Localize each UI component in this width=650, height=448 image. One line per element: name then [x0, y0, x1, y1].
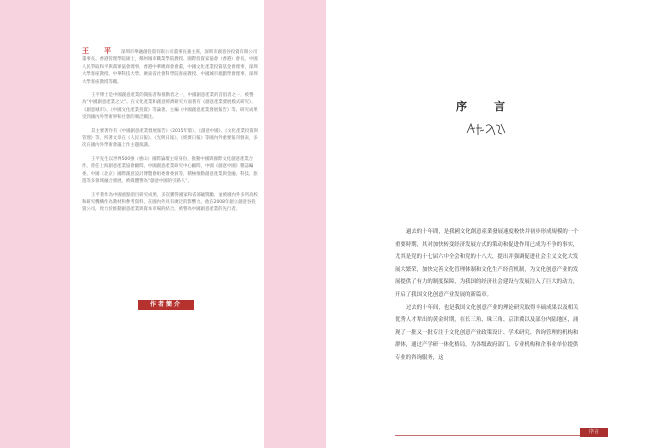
bio-paragraph-3: 其主要著作有《中國創意產業發展報告》（2015年版）、《創意中國》、《文化產業投資與管理》等，所著文章在《人民日報》、《光明日報》、《經濟日報》等國內外重要報刊發表，多次在國內外學術會議上作主題演講。 [82, 128, 259, 149]
bio-paragraph-1 [82, 48, 260, 86]
footer-rule [395, 435, 592, 436]
preface-paragraph-2: 过去的十年间，也是我国文化创意产业的理论研究取得丰硕成果以及相关优秀人才辈出的黄金时期，在长三角、珠三角、京津冀以及部分内陆地区，涌现了一批又一批专注于文化创意产业政策设计、学术研究、咨询管理的机构和群体，通过产学研一体化格局，为各级政府部门、专业机构和企事业单位提供专业的咨询服务，这 [395, 304, 579, 361]
bio-paragraph-2: 王平博士是中國創意產業的開拓者和推動者之一，中國創意產業的首倡者之一，被譽為“中國創意產業之父”。在文化產業和創意經濟研究方面著有《創意產業發展模式研究》、《創意城市》、《中國文化產業投資》等論著，主編《中國創意產業發展報告》等，研究成果受到國內外學術界和社會的廣泛關注。 [82, 93, 258, 121]
left-page [70, 0, 264, 448]
preface-body [395, 226, 583, 365]
author-bio [82, 48, 260, 220]
right-page [326, 0, 650, 448]
left-page-margin [0, 0, 70, 448]
preface-title: 序 言 [456, 100, 513, 113]
author-name: 王 平 [82, 47, 115, 55]
author-intro-badge: 作者簡介 [138, 300, 194, 310]
signature-image [465, 121, 507, 137]
footer-section-label: 序言 [580, 428, 608, 437]
preface-paragraph-1: 過去的十年間，是我國文化創意產業發展速度較快并初步形成規模的一个重要時期，其对加快转变经济发展方式的策动和促进作用已成为不争的事实，尤其是党的十七届六中全会和党的十八大，提出并强调促进社会主义文化大发展大繁荣，加快完善文化管理体制和文化生产经营机制，为文化创意产业的发展提供了有力的制度保障，为我国的经济社会建设与发展注入了巨大的动力，开启了我国文化创意产业发展的新篇章。 [395, 229, 579, 298]
center-gutter [264, 0, 326, 448]
bio-paragraph-4: 王平先生以世界500強（惠山）國際論壇主席身份，推動中國與國際文化創意產業合作，曾任上海創意產業協會顧問、中國創意產業研究中心顧問、中國《創意中國》雜誌編委、中國（北京）國際創意設計博覽會組委會委員等，積極推動創意產業與金融、科技、旅遊等多領域融合發展，被媒體譽為“創意中國的引路人”。 [82, 156, 258, 185]
bio-paragraph-5: 王平著作為中國重點項目研究成果，多次獲得國家和省部級獎勵，並被國內外多所高校和研究機構作為教材和參考資料，在國內外具有廣泛的影響力。他在2008年創立創意谷投資公司，致力於推動創意產業與資本市場的結合，被譽為中國創意產業的先行者。 [82, 192, 258, 213]
bio-paragraph-1-text: 深圳市華融創投資有限公司董事長兼主席，深圳市創意谷投資有限公司董事長。香港管理學院碩士，鄭州城市職業學院教授、國際投資家協會（香港）會長，中國人民爭取和平與裁軍協會理事，香港中華總商會會董，中國文化產業投資基金會理事，深圳大學客座教授、中華科技大學、廣東省社會科學院客座教授、中國城市規劃學會理事，深圳大學客座教授等職。 [82, 50, 258, 85]
